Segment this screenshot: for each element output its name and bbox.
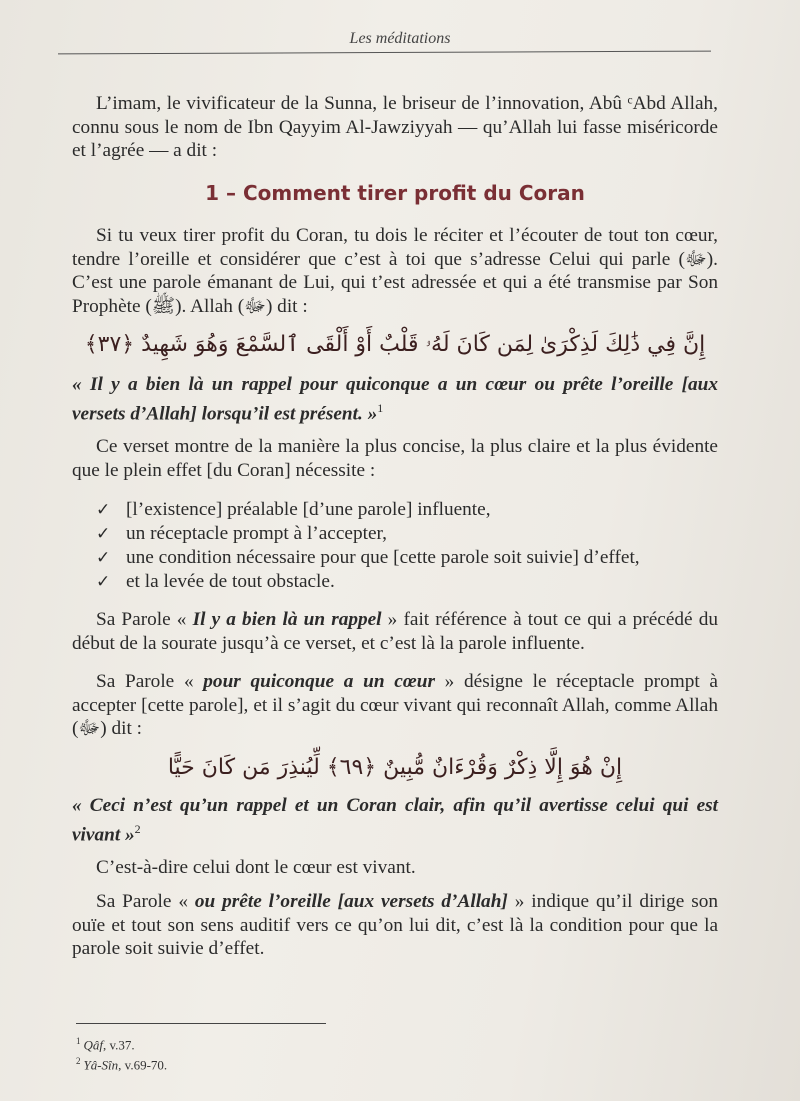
footnote-ref-1[interactable]: 1 [377,400,384,415]
footnote-source: Qâf [83,1037,103,1053]
quote-1-text: « Il y a bien là un rappel pour quiconque a un cœur ou prête l’oreille [aux versets d’Allah] lorsqu’il est présent. » [72,374,718,425]
paragraph-2: Ce verset montre de la manière la plus concise, la plus claire et la plus évidente que le plein effet [du Coran] nécessite : [72,436,718,481]
list-item-text: [l’existence] préalable [d’une parole] influente, [126,499,491,520]
text-run: » désigne le réceptacle prompt à accepter [cette parole], et il s’agit du cœur vivant qui reconnaît Allah, comme Allah (ﷻ) dit : [72,671,718,740]
list-item [96,546,716,570]
quoted-phrase: Il y a bien là un rappel [192,609,382,630]
footnote-ref-2[interactable]: 2 [134,821,141,836]
text-run: » indique qu’il dirige son ouïe et tout son sens auditif vers ce qu’on lui dit, c’est là la condition pour que la parole soit suivie d’effet. [72,891,718,960]
footnote-divider [76,1023,326,1024]
footnote-source: Yâ-Sîn [83,1057,119,1073]
text-run: » fait référence à tout ce qui a précédé du début de la sourate jusqu’à ce verset, et c’est là la parole influente. [72,609,719,654]
list-item-text: et la levée de tout obstacle. [126,571,335,592]
header-rule [58,51,711,55]
quoted-phrase: pour quiconque a un cœur [203,671,435,692]
list-item [96,570,716,594]
paragraph-4 [72,670,718,741]
paragraph-5: C’est-à-dire celui dont le cœur est vivant. [96,857,416,878]
text-run: Sa Parole « [96,891,195,912]
check-icon: ✓ [96,524,111,544]
list-item [96,522,716,546]
footnote [76,1053,167,1073]
text-run: Sa Parole « [96,609,193,630]
footnote [76,1033,167,1053]
footnote-number: 1 [76,1036,81,1046]
quote-2 [72,794,718,847]
check-icon: ✓ [96,572,111,592]
footnote-number: 2 [76,1056,81,1067]
quote-2-text: « Ceci n’est qu’un rappel et un Coran clair, afin qu’il avertisse celui qui est vivant » [72,795,718,846]
running-head: Les méditations [349,30,451,47]
paragraph-3 [72,608,718,655]
list-item-text: une condition nécessaire pour que [cette parole soit suivie] d’effet, [126,547,640,568]
arabic-verse-2: إِنْ هُوَ إِلَّا ذِكْرٌ وَقُرْءَانٌ مُّبِينٌ ﴿٦٩﴾ لِّيُنذِرَ مَن كَانَ حَيًّا [167,755,623,780]
list-item [96,498,716,522]
list-item-text: un réceptacle prompt à l’accepter, [126,523,387,544]
check-icon: ✓ [96,548,111,568]
quote-1 [72,373,718,426]
intro-paragraph: L’imam, le vivificateur de la Sunna, le briseur de l’innovation, Abû ᶜAbd Allah, connu sous le nom de Ibn Qayyim Al-Jawziyyah — qu’Allah lui fasse miséricorde et l’agrée — a dit : [72,93,718,162]
paragraph-6 [72,890,718,961]
footnote-ref: , v.69-70. [118,1057,168,1073]
check-icon: ✓ [96,500,111,520]
section-heading: 1 – Comment tirer profit du Coran [205,181,585,205]
arabic-verse-1: إِنَّ فِي ذَٰلِكَ لَذِكْرَىٰ لِمَن كَانَ لَهُۥ قَلْبٌ أَوْ أَلْقَى ٱلسَّمْعَ وَهُوَ شَهِيدٌ ﴿٣٧﴾ [84,332,706,357]
text-run: Sa Parole « [96,671,204,692]
footnote-ref: , v.37. [103,1037,135,1053]
requirements-list [96,498,716,594]
quoted-phrase: ou prête l’oreille [aux versets d’Allah] [194,891,508,912]
footnotes [76,1033,167,1074]
paragraph-1: Si tu veux tirer profit du Coran, tu dois le réciter et l’écouter de tout ton cœur, tendre l’oreille et considérer que c’est à toi que s’adresse Celui qui parle (ﷻ). C’est une parole émanant de Lui, qui t’est adressée et qui a été transmise par Son Prophète (ﷺ). Allah (ﷻ) dit : [72,225,718,317]
